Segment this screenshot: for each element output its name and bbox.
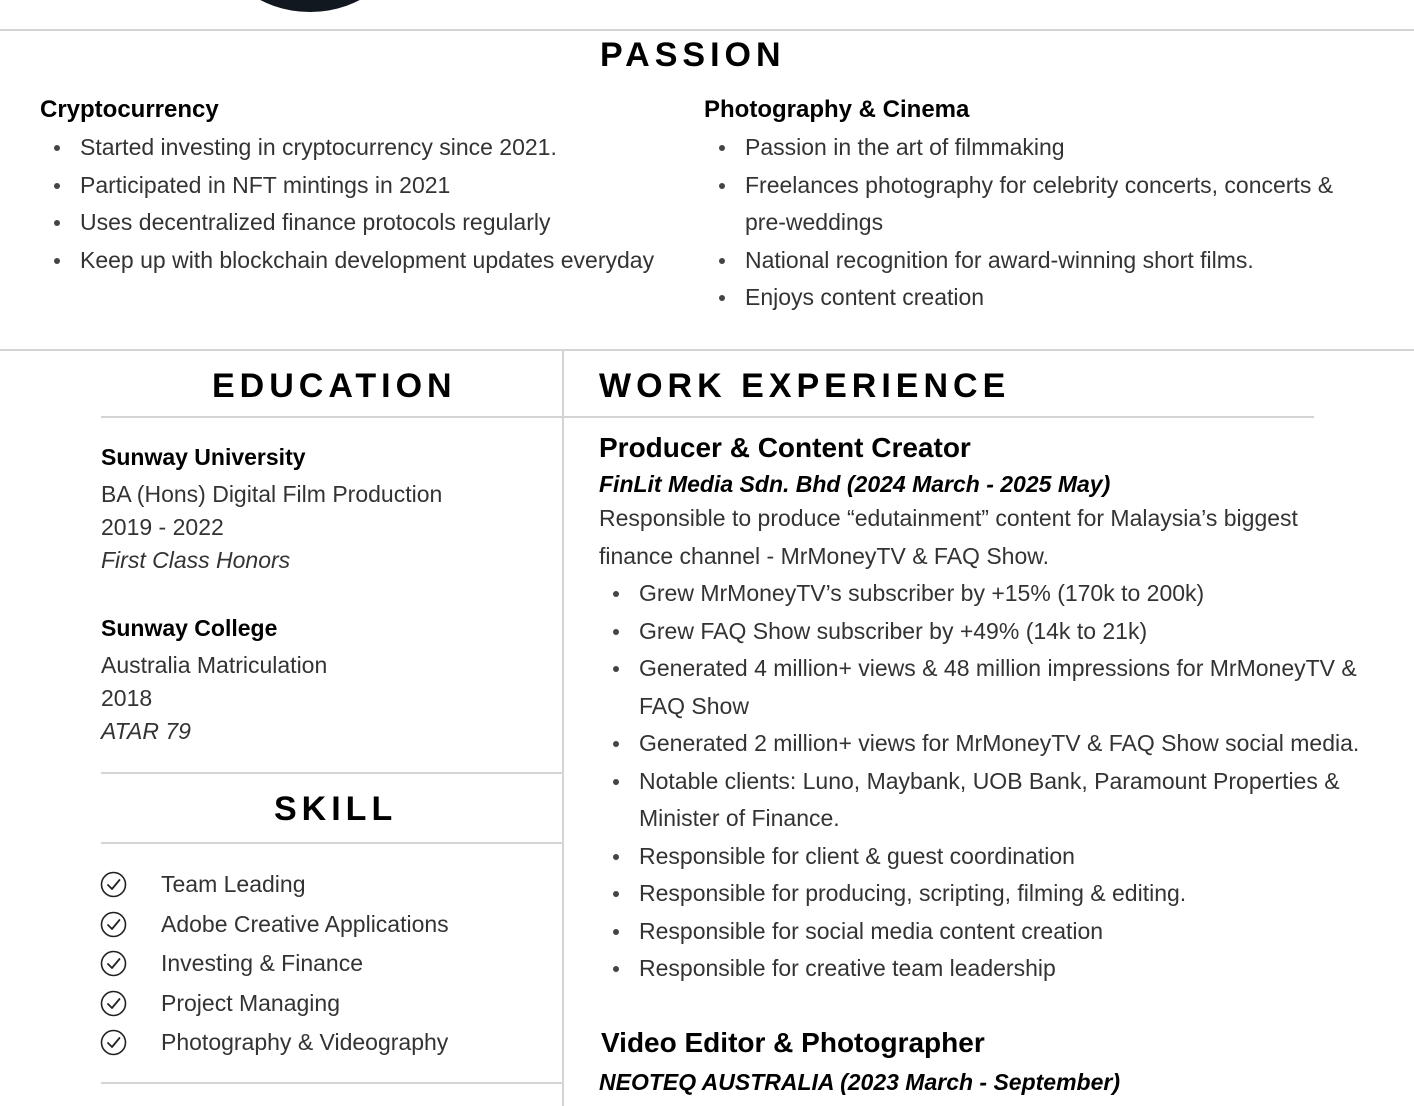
list-item: Started investing in cryptocurrency since 2021. [40,129,690,167]
result: ATAR 79 [101,718,191,744]
section-divider [0,349,1414,351]
check-circle-icon [100,871,127,898]
list-item [100,944,449,984]
years: 2018 [101,685,153,711]
list-item: Responsible for social media content creation [599,913,1399,951]
list-item: Responsible for producing, scripting, filming & editing. [599,875,1399,913]
job-description: Responsible to produce “edutainment” content for Malaysia’s biggest finance channel - MrMoneyTV & FAQ Show. [599,505,1298,569]
education-entry [101,442,442,577]
top-divider [0,29,1414,31]
school-name: Sunway College [101,615,278,641]
list-item: Generated 4 million+ views & 48 million impressions for MrMoneyTV & FAQ Show [599,650,1399,725]
passion-photo-list [705,129,1370,317]
list-item: Grew MrMoneyTV’s subscriber by +15% (170k to 200k) [599,575,1399,613]
list-item: Uses decentralized finance protocols regularly [40,204,690,242]
job-bullet-list [599,575,1399,988]
work-divider [564,416,1314,418]
passion-crypto-list [40,129,690,279]
list-item: Keep up with blockchain development updates everyday [40,242,690,280]
education-divider [101,416,563,418]
list-item: Generated 2 million+ views for MrMoneyTV & FAQ Show social media. [599,725,1399,763]
result: First Class Honors [101,547,291,573]
skill-divider [101,842,563,844]
list-item: Grew FAQ Show subscriber by +49% (14k to 21k) [599,613,1399,651]
list-item: Freelances photography for celebrity concerts, concerts & pre-weddings [705,167,1370,242]
education-entry [101,613,327,748]
job-title: Video Editor & Photographer [601,1027,985,1058]
skill-label: Adobe Creative Applications [161,910,449,937]
check-circle-icon [100,1029,127,1056]
job-company: FinLit Media Sdn. Bhd (2024 March - 2025 May) [599,471,1111,497]
passion-crypto-heading: Cryptocurrency [40,96,219,123]
profile-photo [215,0,405,12]
list-item: Responsible for creative team leadership [599,950,1399,988]
years: 2019 - 2022 [101,514,224,540]
check-circle-icon [100,990,127,1017]
school-name: Sunway University [101,444,306,470]
skill-label: Team Leading [161,871,306,898]
check-circle-icon [100,911,127,938]
column-divider [562,350,564,1106]
skill-title: SKILL [274,790,398,828]
job-title: Producer & Content Creator [599,432,971,463]
passion-photo-heading: Photography & Cinema [704,96,970,123]
check-circle-icon [100,950,127,977]
list-item: National recognition for award-winning short films. [705,242,1370,280]
skill-bottom-divider [101,1082,563,1084]
list-item: Enjoys content creation [705,279,1370,317]
list-item [100,905,449,945]
list-item [100,1023,449,1063]
skill-list [100,865,449,1063]
skill-label: Investing & Finance [161,950,364,977]
work-experience-title: WORK EXPERIENCE [599,367,1011,405]
skill-label: Photography & Videography [161,1029,449,1056]
job-company: NEOTEQ AUSTRALIA (2023 March - September) [599,1069,1121,1095]
passion-title: PASSION [600,36,786,74]
list-item [100,865,449,905]
list-item: Responsible for client & guest coordination [599,838,1399,876]
list-item: Passion in the art of filmmaking [705,129,1370,167]
program: BA (Hons) Digital Film Production [101,481,443,507]
skill-top-divider [101,772,563,774]
list-item: Notable clients: Luno, Maybank, UOB Bank, Paramount Properties & Minister of Finance. [599,763,1399,838]
list-item: Participated in NFT mintings in 2021 [40,167,690,205]
list-item [100,984,449,1024]
program: Australia Matriculation [101,652,328,678]
education-title: EDUCATION [212,367,457,405]
skill-label: Project Managing [161,989,340,1016]
